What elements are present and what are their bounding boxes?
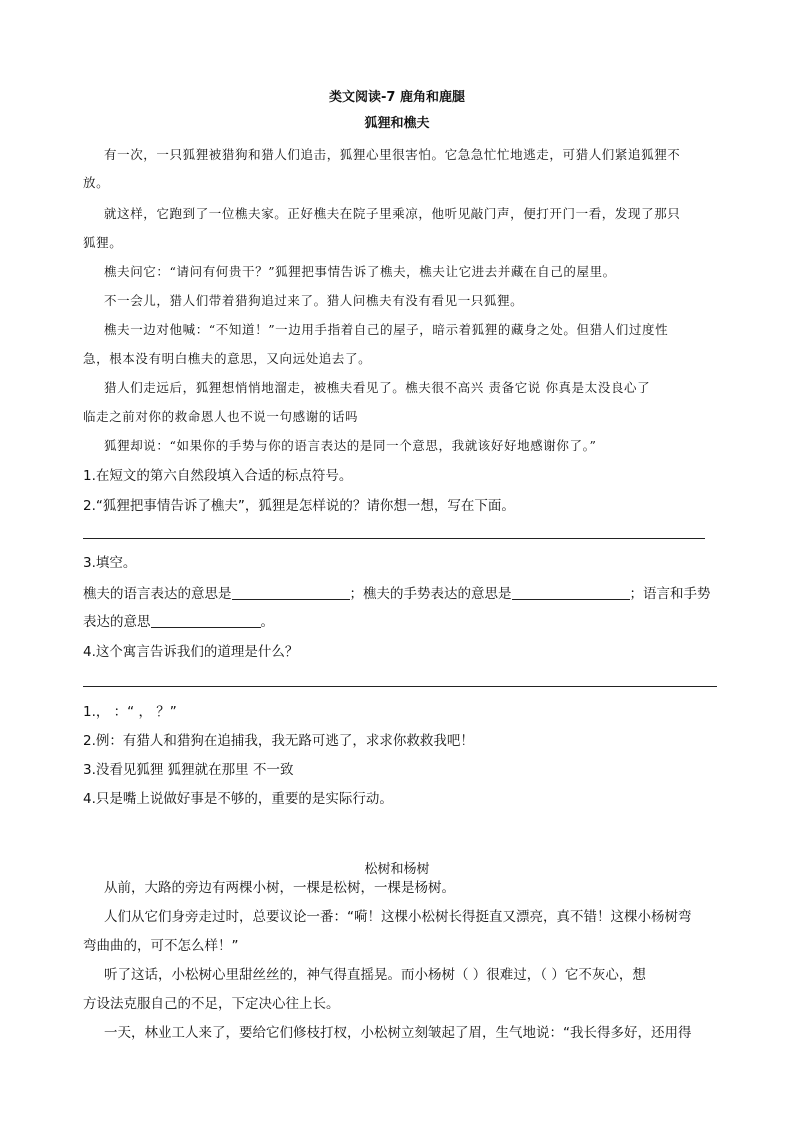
q3-text-c: ；语言和手势 [629,586,711,602]
q3-text-e: 。 [260,614,274,630]
answer-line-q4[interactable] [83,686,717,687]
blank-comparison[interactable] [151,613,261,628]
answer-4: 4.只是嘴上说做好事是不够的，重要的是实际行动。 [83,791,393,807]
story1-line: 狐狸。 [83,235,123,250]
story2-line: 听了这话，小松树心里甜丝丝的，神气得直摇晃。而小杨树（ ）很难过，（ ）它不灰心，想 [104,967,646,983]
story1-line: 狐狸却说：“如果你的手势与你的语言表达的是同一个意思，我就该好好地感谢你了。” [104,438,597,453]
answer-1: 1.， ：“ ， ？” [83,704,177,720]
question-3-fill-row-2 [83,612,723,632]
story1-line: 放。 [83,175,110,190]
document-title: 类文阅读-7 鹿角和鹿腿 [329,90,465,105]
story1-line: 急，根本没有明白樵夫的意思，又向远处追去了。 [83,351,372,366]
question-1: 1.在短文的第六自然段填入合适的标点符号。 [83,468,353,484]
blank-gesture-meaning[interactable] [512,585,630,600]
story1-line: 就这样，它跑到了一位樵夫家。正好樵夫在院子里乘凉，他听见敲门声，便打开门一看，发现了那只 [104,206,681,221]
answer-line-q2[interactable] [83,538,705,539]
story2-title: 松树和杨树 [364,862,430,877]
answer-2: 2.例：有猎人和猎狗在追捕我，我无路可逃了，求求你救救我吧！ [83,733,474,749]
story1-line: 猎人们走远后，狐狸想悄悄地溜走，被樵夫看见了。樵夫很不高兴 责备它说 你真是太没良心了 [104,380,651,395]
story1-title: 狐狸和樵夫 [364,116,430,131]
story1-line: 不一会儿，猎人们带着猎狗追过来了。猎人问樵夫有没有看见一只狐狸。 [104,293,524,308]
question-3: 3.填空。 [83,555,137,571]
story2-line: 从前，大路的旁边有两棵小树，一棵是松树，一棵是杨树。 [104,880,455,896]
answer-3: 3.没看见狐狸 狐狸就在那里 不一致 [83,762,294,778]
story1-line: 樵夫问它：“请问有何贵干？”狐狸把事情告诉了樵夫，樵夫让它进去并藏在自己的屋里。 [104,264,616,279]
story2-line: 一天，林业工人来了，要给它们修枝打杈，小松树立刻皱起了眉，生气地说：“我长得多好，还用得 [104,1025,692,1041]
story1-line: 临走之前对你的救命恩人也不说一句感谢的话吗 [83,409,359,424]
question-4: 4.这个寓言告诉我们的道理是什么？ [83,644,299,660]
story2-line: 弯曲曲的，可不怎么样！” [83,938,239,954]
q3-text-a: 樵夫的语言表达的意思是 [83,586,232,602]
question-2: 2.“狐狸把事情告诉了樵夫”，狐狸是怎样说的？请你想一想，写在下面。 [83,498,515,514]
q3-text-d: 表达的意思 [83,614,151,630]
story2-line: 人们从它们身旁走过时，总要议论一番：“嗬！这棵小松树长得挺直又漂亮，真不错！这棵小杨树弯 [104,909,692,925]
question-3-fill-row [83,584,723,604]
story2-line: 方设法克服自己的不足，下定决心往上长。 [83,996,340,1012]
q3-text-b: ；樵夫的手势表达的意思是 [349,586,512,602]
story1-line: 樵夫一边对他喊：“不知道！”一边用手指着自己的屋子，暗示着狐狸的藏身之处。但猎人们过度性 [104,322,669,337]
story1-line: 有一次，一只狐狸被猎狗和猎人们追击，狐狸心里很害怕。它急急忙忙地逃走，可猎人们紧追狐狸不 [104,147,681,162]
blank-language-meaning[interactable] [232,585,350,600]
